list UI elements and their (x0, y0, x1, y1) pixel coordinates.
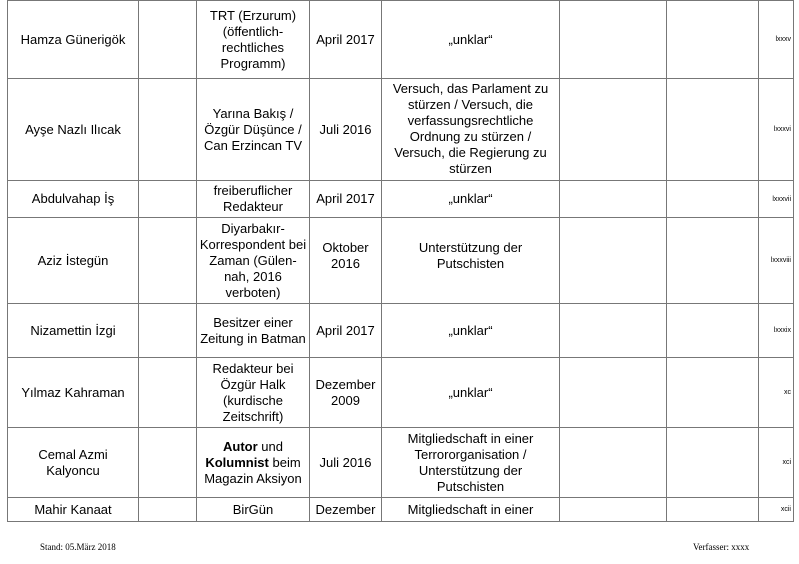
empty-cell (667, 181, 759, 218)
table-row (8, 358, 794, 428)
empty-cell (560, 79, 667, 181)
empty-cell (139, 1, 197, 79)
reason-cell: „unklar“ (382, 358, 560, 428)
reason-cell: Mitgliedschaft in einer (382, 498, 560, 522)
date-cell: Juli 2016 (310, 79, 382, 181)
table-row (8, 304, 794, 358)
outlet-cell: Diyarbakır-Korrespondent bei Zaman (Gülen-nah, 2016 verboten) (197, 218, 310, 304)
table-row (8, 428, 794, 498)
empty-cell (667, 498, 759, 522)
name-cell: Nizamettin İzgi (8, 304, 139, 358)
reason-cell: „unklar“ (382, 181, 560, 218)
date-cell: Oktober 2016 (310, 218, 382, 304)
footnote-ref: lxxxviii (759, 218, 794, 304)
outlet-cell (197, 428, 310, 498)
empty-cell (560, 1, 667, 79)
footnote-ref: xci (759, 428, 794, 498)
empty-cell (667, 79, 759, 181)
footnote-ref: lxxxvi (759, 79, 794, 181)
empty-cell (560, 181, 667, 218)
empty-cell (560, 428, 667, 498)
table-row (8, 1, 794, 79)
empty-cell (560, 218, 667, 304)
reason-cell: „unklar“ (382, 1, 560, 79)
outlet-cell: TRT (Erzurum) (öffentlich-rechtliches Programm) (197, 1, 310, 79)
empty-cell (139, 304, 197, 358)
name-cell: Yılmaz Kahraman (8, 358, 139, 428)
name-cell: Cemal Azmi Kalyoncu (8, 428, 139, 498)
name-cell: Aziz İstegün (8, 218, 139, 304)
table-row (8, 218, 794, 304)
footnote-ref: xcii (759, 498, 794, 522)
reason-cell: „unklar“ (382, 304, 560, 358)
table-row (8, 181, 794, 218)
outlet-bold-columnist: Kolumnist (205, 454, 269, 470)
footer-stand-date: Stand: 05.März 2018 (40, 542, 116, 552)
date-cell: April 2017 (310, 304, 382, 358)
reason-cell: Versuch, das Parlament zu stürzen / Versuch, die verfassungsrechtliche Ordnung zu stürzen / Versuch, die Regierung zu stürzen (382, 79, 560, 181)
date-cell: April 2017 (310, 1, 382, 79)
empty-cell (667, 1, 759, 79)
date-cell: Juli 2016 (310, 428, 382, 498)
date-cell: Dezember (310, 498, 382, 522)
empty-cell (667, 358, 759, 428)
empty-cell (139, 79, 197, 181)
journalists-table (7, 0, 794, 522)
empty-cell (139, 358, 197, 428)
empty-cell (139, 218, 197, 304)
name-cell: Mahir Kanaat (8, 498, 139, 522)
outlet-cell: freiberuflicher Redakteur (197, 181, 310, 218)
empty-cell (560, 358, 667, 428)
footnote-ref: xc (759, 358, 794, 428)
table-row (8, 79, 794, 181)
name-cell: Ayşe Nazlı Ilıcak (8, 79, 139, 181)
footnote-ref: lxxxvii (759, 181, 794, 218)
reason-cell: Mitgliedschaft in einer Terrororganisation / Unterstützung der Putschisten (382, 428, 560, 498)
name-cell: Abdulvahap İş (8, 181, 139, 218)
footer-author: Verfasser: xxxx (693, 542, 750, 552)
reason-cell: Unterstützung der Putschisten (382, 218, 560, 304)
outlet-cell: BirGün (197, 498, 310, 522)
empty-cell (139, 428, 197, 498)
outlet-cell: Redakteur bei Özgür Halk (kurdische Zeitschrift) (197, 358, 310, 428)
outlet-cell: Besitzer einer Zeitung in Batman (197, 304, 310, 358)
empty-cell (667, 304, 759, 358)
empty-cell (560, 498, 667, 522)
date-cell: April 2017 (310, 181, 382, 218)
name-cell: Hamza Günerigök (8, 1, 139, 79)
date-cell: Dezember 2009 (310, 358, 382, 428)
empty-cell (560, 304, 667, 358)
outlet-cell: Yarına Bakış / Özgür Düşünce / Can Erzincan TV (197, 79, 310, 181)
empty-cell (139, 498, 197, 522)
outlet-mid-text: und (257, 438, 283, 454)
empty-cell (139, 181, 197, 218)
footnote-ref: lxxxv (759, 1, 794, 79)
empty-cell (667, 428, 759, 498)
table-row (8, 498, 794, 522)
empty-cell (667, 218, 759, 304)
footnote-ref: lxxxix (759, 304, 794, 358)
outlet-bold-author: Autor (223, 438, 258, 454)
outlet-rest-text: beim Magazin Aksiyon (204, 454, 302, 486)
